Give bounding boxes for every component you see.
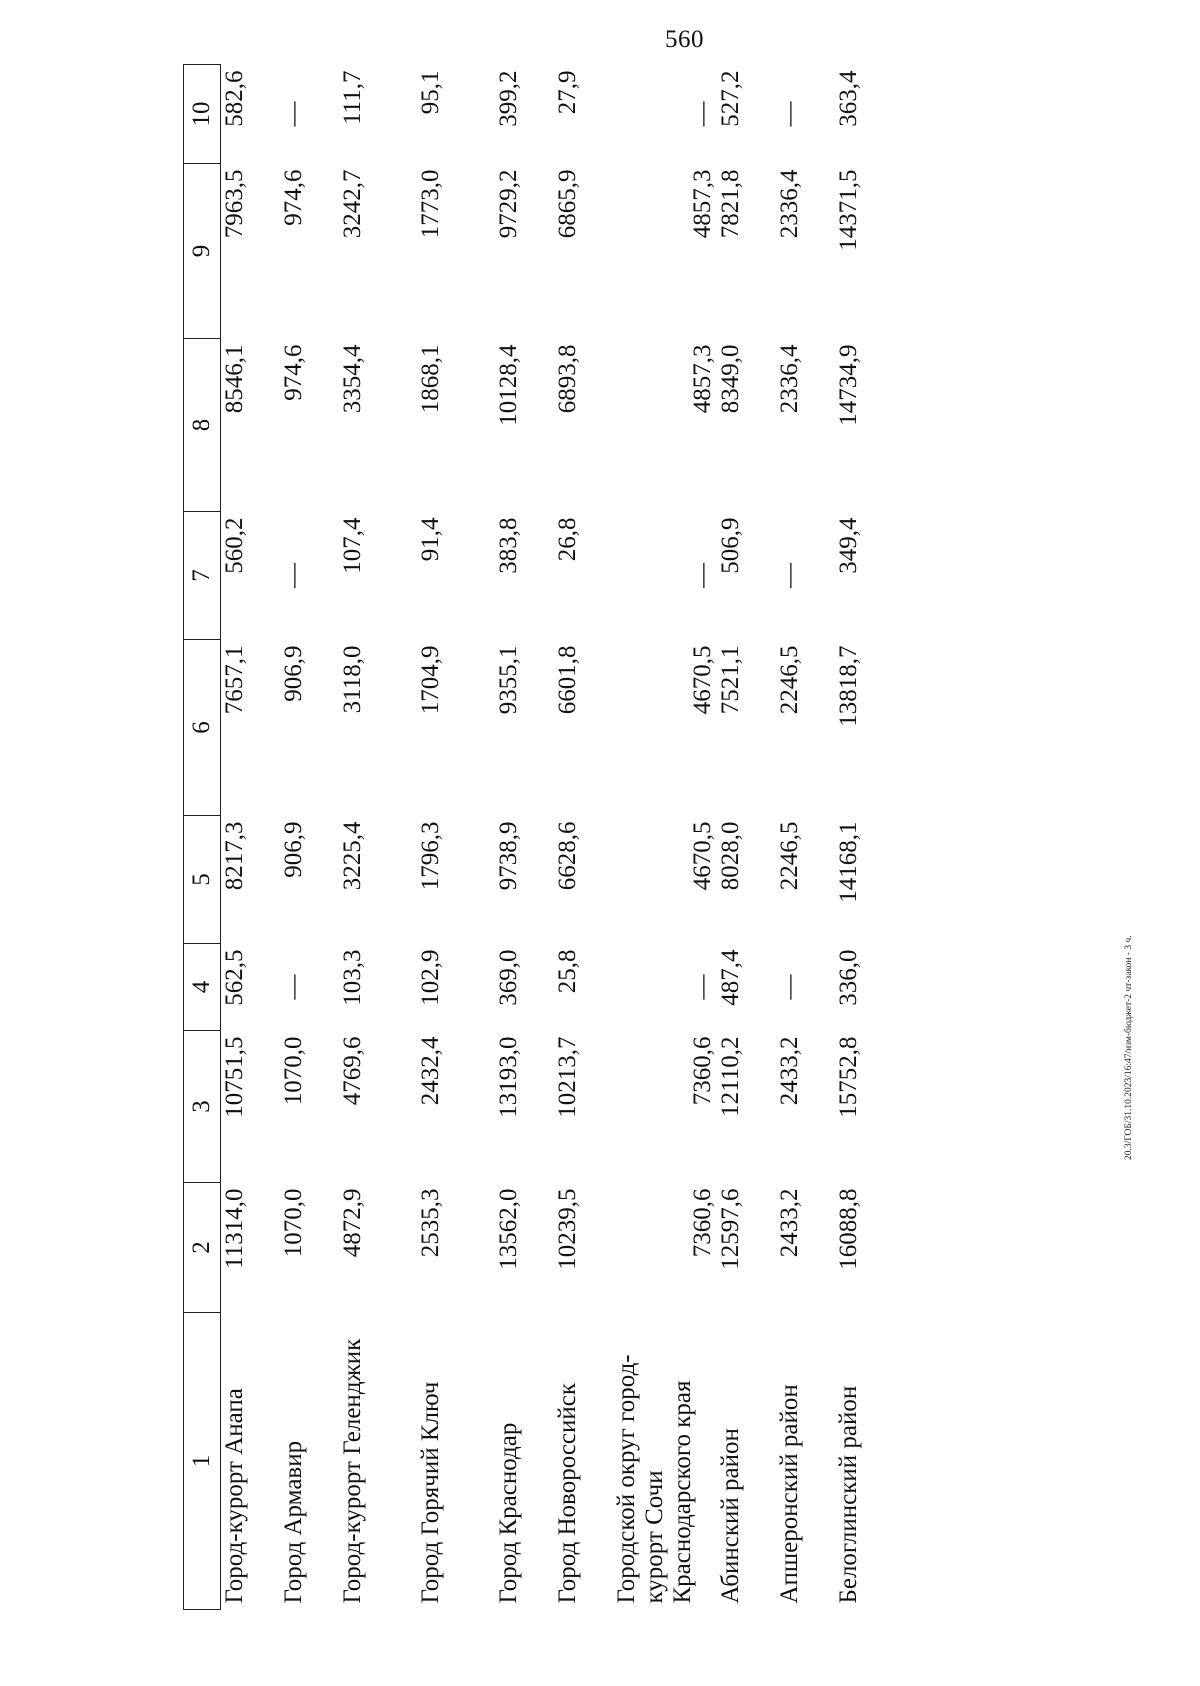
cell-value: 10213,7 — [554, 1036, 581, 1118]
cell-value: 2432,4 — [417, 1036, 444, 1106]
cell-value: 383,8 — [495, 517, 522, 574]
cell-value: 9729,2 — [495, 169, 522, 239]
table-row — [717, 65, 776, 1610]
cell-value: 906,9 — [280, 821, 307, 878]
cell-value: 3118,0 — [339, 645, 366, 714]
cell-value: 1070,0 — [280, 1188, 307, 1258]
cell-value: 582,6 — [221, 70, 248, 127]
municipality-name: Город Армавир — [280, 1440, 307, 1604]
cell-value: 3225,4 — [339, 821, 366, 891]
municipality-name: Город Краснодар — [495, 1422, 522, 1604]
cell-value: 4670,5 — [689, 821, 716, 891]
cell-value: 11314,0 — [221, 1188, 248, 1269]
cell-value: — — [689, 101, 716, 127]
cell-value: 26,8 — [554, 517, 581, 562]
cell-value: 8546,1 — [221, 344, 248, 414]
cell-value: 6601,8 — [554, 645, 581, 715]
cell-value: — — [776, 563, 803, 588]
table-row — [221, 65, 281, 1610]
table-row — [613, 65, 717, 1610]
cell-value: 10751,5 — [221, 1036, 248, 1118]
cell-value: 27,9 — [554, 70, 581, 115]
cell-value: 95,1 — [417, 70, 444, 115]
cell-value: 506,9 — [717, 517, 744, 574]
cell-value: 10128,4 — [495, 344, 522, 426]
cell-value: 6628,6 — [554, 821, 581, 891]
cell-value: 336,0 — [835, 949, 862, 1006]
cell-value: 14168,1 — [835, 821, 862, 903]
cell-value: 10239,5 — [554, 1188, 581, 1270]
cell-value: — — [776, 974, 803, 1000]
column-header: 5 — [184, 816, 221, 944]
municipality-name: Город-курорт Геленджик — [339, 1338, 366, 1604]
column-header: 4 — [184, 944, 221, 1031]
cell-value: 14734,9 — [835, 344, 862, 426]
cell-value: 7521,1 — [717, 645, 744, 715]
table-row — [417, 65, 495, 1610]
cell-value: 107,4 — [339, 517, 366, 574]
cell-value: 25,8 — [554, 949, 581, 994]
municipality-name: Город-курорт Анапа — [221, 1388, 248, 1604]
cell-value: 1070,0 — [280, 1036, 307, 1106]
cell-value: 8349,0 — [717, 344, 744, 414]
table-header-row — [184, 65, 221, 1610]
cell-value: 3242,7 — [339, 169, 366, 239]
table-row — [280, 65, 339, 1610]
cell-value: 363,4 — [835, 70, 862, 127]
cell-value: 562,5 — [221, 949, 248, 1006]
municipality-name: Апшеронский район — [776, 1384, 803, 1604]
cell-value: 14371,5 — [835, 169, 862, 251]
cell-value: 8217,3 — [221, 821, 248, 891]
cell-value: 8028,0 — [717, 821, 744, 891]
municipality-name: Городской округ город-курорт Сочи Краснодарского края — [613, 1354, 696, 1604]
cell-value: 6865,9 — [554, 169, 581, 239]
cell-value: 7657,1 — [221, 645, 248, 715]
column-header: 8 — [184, 339, 221, 512]
cell-value: 4670,5 — [689, 645, 716, 715]
cell-value: 16088,8 — [835, 1188, 862, 1270]
cell-value: 3354,4 — [339, 344, 366, 414]
municipality-name: Город Горячий Ключ — [417, 1381, 444, 1604]
cell-value: 4857,3 — [689, 169, 716, 239]
cell-value: — — [689, 563, 716, 588]
table-row — [776, 65, 835, 1610]
table-row — [835, 65, 894, 1610]
cell-value: 111,7 — [339, 70, 366, 125]
budget-table-container — [183, 65, 1060, 1610]
cell-value: 2336,4 — [776, 344, 803, 414]
cell-value: 369,0 — [495, 949, 522, 1006]
cell-value: 349,4 — [835, 517, 862, 574]
column-header: 7 — [184, 512, 221, 640]
cell-value: 2535,3 — [417, 1188, 444, 1258]
cell-value: 6893,8 — [554, 344, 581, 414]
cell-value: 4857,3 — [689, 344, 716, 414]
cell-value: 4872,9 — [339, 1188, 366, 1258]
cell-value: 13193,0 — [495, 1036, 522, 1118]
cell-value: 1773,0 — [417, 169, 444, 239]
cell-value: 12597,6 — [717, 1188, 744, 1270]
column-header: 1 — [184, 1313, 221, 1610]
table-row — [339, 65, 417, 1610]
column-header: 6 — [184, 640, 221, 816]
cell-value: — — [776, 101, 803, 127]
budget-table — [183, 64, 894, 1610]
cell-value: 13562,0 — [495, 1188, 522, 1270]
cell-value: 1704,9 — [417, 645, 444, 715]
column-header: 2 — [184, 1183, 221, 1313]
cell-value: 560,2 — [221, 517, 248, 574]
municipality-name: Абинский район — [717, 1428, 744, 1604]
page-number: 560 — [665, 26, 704, 53]
cell-value: 527,2 — [717, 70, 744, 127]
cell-value: 9355,1 — [495, 645, 522, 715]
table-row — [554, 65, 613, 1610]
column-header: 10 — [184, 65, 221, 164]
municipality-name: Белоглинский район — [835, 1385, 862, 1604]
cell-value: 103,3 — [339, 949, 366, 1006]
cell-value: 7360,6 — [689, 1188, 716, 1258]
cell-value: — — [280, 974, 307, 1000]
municipality-name: Город Новороссийск — [554, 1382, 581, 1604]
cell-value: 102,9 — [417, 949, 444, 1006]
cell-value: — — [280, 101, 307, 127]
cell-value: 7963,5 — [221, 169, 248, 239]
cell-value: 906,9 — [280, 645, 307, 702]
cell-value: 13818,7 — [835, 645, 862, 727]
column-header: 3 — [184, 1031, 221, 1183]
cell-value: 2433,2 — [776, 1188, 803, 1258]
cell-value: 7821,8 — [717, 169, 744, 239]
cell-value: 15752,8 — [835, 1036, 862, 1118]
cell-value: 4769,6 — [339, 1036, 366, 1106]
cell-value: 1868,1 — [417, 344, 444, 414]
cell-value: 487,4 — [717, 949, 744, 1006]
cell-value: 2336,4 — [776, 169, 803, 239]
cell-value: — — [280, 563, 307, 588]
cell-value: 1796,3 — [417, 821, 444, 891]
document-footer-code: 20.3/ГОБ/31.10.2023/16:47/изм-бюджет-2 чт-закон - 3 ч. — [1124, 935, 1134, 1160]
cell-value: 974,6 — [280, 169, 307, 226]
cell-value: 974,6 — [280, 344, 307, 401]
cell-value: 9738,9 — [495, 821, 522, 891]
cell-value: — — [689, 974, 716, 1000]
cell-value: 7360,6 — [689, 1036, 716, 1106]
cell-value: 2433,2 — [776, 1036, 803, 1106]
cell-value: 399,2 — [495, 70, 522, 127]
cell-value: 91,4 — [417, 517, 444, 562]
table-row — [495, 65, 554, 1610]
cell-value: 2246,5 — [776, 645, 803, 715]
cell-value: 12110,2 — [717, 1036, 744, 1117]
column-header: 9 — [184, 164, 221, 339]
cell-value: 2246,5 — [776, 821, 803, 891]
